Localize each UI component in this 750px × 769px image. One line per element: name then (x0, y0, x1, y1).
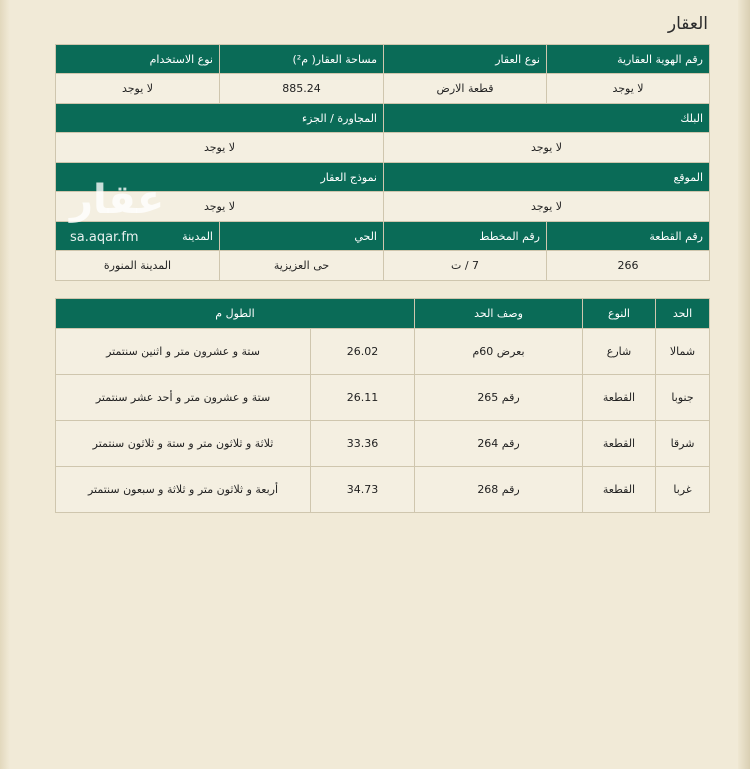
info-value-row-1 (56, 74, 710, 104)
table-row (56, 467, 710, 513)
boundary-length: 33.36 (311, 421, 415, 467)
boundary-description: رقم 265 (415, 375, 583, 421)
header-location: الموقع (384, 163, 710, 192)
header-property-model: نموذج العقار (56, 163, 384, 192)
header-district: الحي (220, 222, 384, 251)
boundary-length-words: ستة و عشرون متر و أحد عشر سنتمتر (56, 375, 311, 421)
boundary-length: 26.11 (311, 375, 415, 421)
page-edge-right (738, 0, 750, 769)
header-length: الطول م (56, 299, 415, 329)
header-plot-number: رقم القطعة (547, 222, 710, 251)
watermark-logo: عقار (70, 177, 165, 223)
boundary-type: القطعة (583, 467, 656, 513)
boundary-length: 26.02 (311, 329, 415, 375)
header-property-area: مساحة العقار( م²) (220, 45, 384, 74)
table-row (56, 329, 710, 375)
boundary-side: جنوبا (656, 375, 710, 421)
value-property-type: قطعة الارض (384, 74, 547, 104)
value-location: لا يوجد (384, 192, 710, 222)
value-city: المدينة المنورة (56, 251, 220, 281)
value-property-area: 885.24 (220, 74, 384, 104)
boundary-type: القطعة (583, 421, 656, 467)
value-plot-number: 266 (547, 251, 710, 281)
header-property-id: رقم الهوية العقارية (547, 45, 710, 74)
header-plan-number: رقم المخطط (384, 222, 547, 251)
header-neighborhood-part: المجاورة / الجزء (56, 104, 384, 133)
boundary-length-words: ستة و عشرون متر و اثنين سنتمتر (56, 329, 311, 375)
header-boundary-type: النوع (583, 299, 656, 329)
info-value-row-2 (56, 133, 710, 163)
boundary-description: بعرض 60م (415, 329, 583, 375)
boundary-description: رقم 264 (415, 421, 583, 467)
boundary-length-words: ثلاثة و ثلاثون متر و ستة و ثلاثون سنتمتر (56, 421, 311, 467)
page-edge-left (0, 0, 10, 769)
value-block: لا يوجد (384, 133, 710, 163)
header-usage-type: نوع الاستخدام (56, 45, 220, 74)
boundary-type: القطعة (583, 375, 656, 421)
header-city: المدينة (56, 222, 220, 251)
header-boundary-description: وصف الحد (415, 299, 583, 329)
info-header-row-2 (56, 104, 710, 133)
header-boundary: الحد (656, 299, 710, 329)
boundary-side: غربا (656, 467, 710, 513)
value-district: حى العزيزية (220, 251, 384, 281)
header-block: البلك (384, 104, 710, 133)
boundary-length: 34.73 (311, 467, 415, 513)
value-plan-number: 7 / ت (384, 251, 547, 281)
value-property-id: لا يوجد (547, 74, 710, 104)
section-title: العقار (667, 14, 708, 34)
value-property-model: لا يوجد (56, 192, 384, 222)
value-neighborhood-part: لا يوجد (56, 133, 384, 163)
boundary-side: شمالا (656, 329, 710, 375)
boundaries-table (55, 298, 710, 513)
watermark-url: sa.aqar.fm (70, 230, 139, 245)
bounds-header-row (56, 299, 710, 329)
value-usage-type: لا يوجد (56, 74, 220, 104)
property-info-table (55, 44, 710, 281)
info-header-row-1 (56, 45, 710, 74)
boundary-length-words: أربعة و ثلاثون متر و ثلاثة و سبعون سنتمتر (56, 467, 311, 513)
info-value-row-4 (56, 251, 710, 281)
aqar-watermark (70, 178, 164, 245)
header-property-type: نوع العقار (384, 45, 547, 74)
boundary-type: شارع (583, 329, 656, 375)
boundary-side: شرقا (656, 421, 710, 467)
table-row (56, 375, 710, 421)
table-row (56, 421, 710, 467)
boundary-description: رقم 268 (415, 467, 583, 513)
